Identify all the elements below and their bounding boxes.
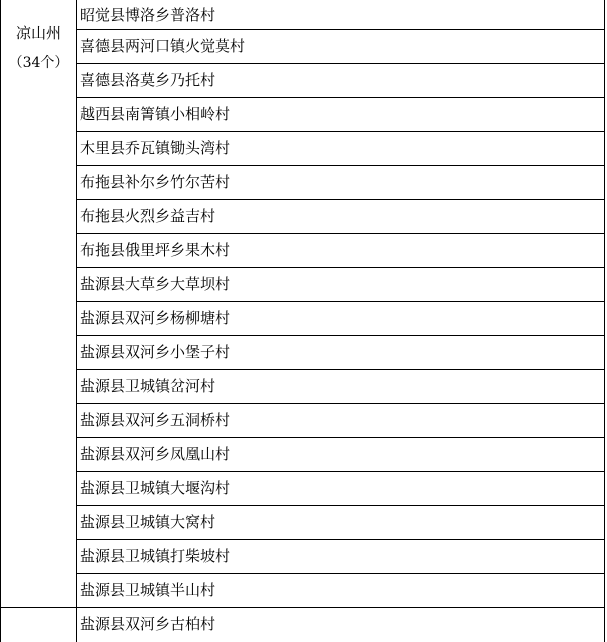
village-cell: 盐源县大草乡大草坝村 [80, 275, 231, 293]
village-cell: 布拖县俄里坪乡果木村 [80, 241, 231, 259]
row-divider [76, 29, 605, 30]
row-divider [76, 369, 605, 370]
village-cell: 盐源县双河乡杨柳塘村 [80, 309, 231, 327]
village-cell: 布拖县补尔乡竹尔苦村 [80, 173, 231, 191]
row-divider [76, 403, 605, 404]
village-cell: 盐源县卫城镇岔河村 [80, 377, 216, 395]
row-divider [76, 505, 605, 506]
village-cell: 盐源县卫城镇半山村 [80, 581, 216, 599]
row-divider [76, 301, 605, 302]
row-divider [76, 131, 605, 132]
village-cell: 昭觉县博洛乡普洛村 [80, 6, 216, 24]
table-left-border [0, 0, 1, 642]
village-cell: 盐源县卫城镇大窝村 [80, 513, 216, 531]
row-divider [76, 233, 605, 234]
region-name-cell: 凉山州 [15, 24, 61, 42]
village-cell: 盐源县双河乡五洞桥村 [80, 411, 231, 429]
row-divider [76, 165, 605, 166]
row-divider [76, 97, 605, 98]
village-cell: 盐源县双河乡小堡子村 [80, 343, 231, 361]
village-cell: 盐源县双河乡凤凰山村 [80, 445, 231, 463]
village-cell: 盐源县卫城镇打柴坡村 [80, 547, 231, 565]
village-cell: 布拖县火烈乡益吉村 [80, 207, 216, 225]
row-divider [76, 471, 605, 472]
row-divider [76, 335, 605, 336]
row-divider [76, 63, 605, 64]
row-divider [76, 539, 605, 540]
village-cell: 喜德县洛莫乡乃托村 [80, 71, 216, 89]
row-divider [76, 267, 605, 268]
village-cell: 盐源县双河乡古柏村 [80, 615, 216, 633]
row-divider [76, 199, 605, 200]
village-cell: 喜德县两河口镇火觉莫村 [80, 37, 246, 55]
row-divider [76, 607, 605, 608]
village-cell: 盐源县卫城镇大堰沟村 [80, 479, 231, 497]
village-cell: 越西县南箐镇小相岭村 [80, 105, 231, 123]
village-cell: 木里县乔瓦镇锄头湾村 [80, 139, 231, 157]
row-divider [76, 573, 605, 574]
region-count-cell: （34个） [8, 55, 69, 71]
row-divider [76, 437, 605, 438]
